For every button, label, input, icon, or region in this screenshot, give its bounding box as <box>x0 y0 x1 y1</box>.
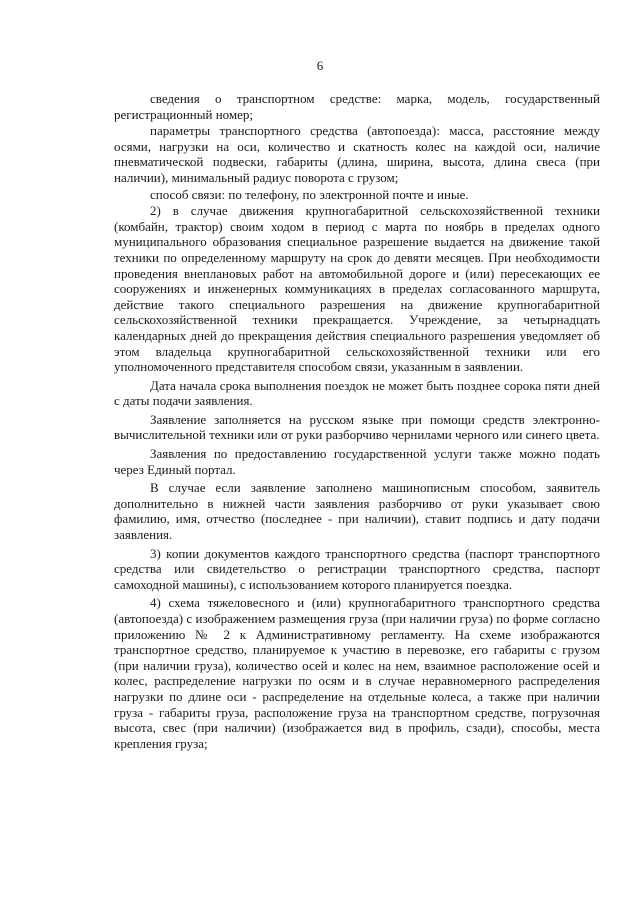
paragraph-typewritten-application: В случае если заявление заполнено машинописным способом, заявитель дополнительно в нижней части заявления разборчиво от руки указывает свою фамилию, имя, отчество (последнее - при наличии), ставит подпись и дату подачи заявления. <box>114 480 600 543</box>
body-text <box>114 91 600 754</box>
paragraph-application-language: Заявление заполняется на русском языке при помощи средств электронно-вычислительной техники или от руки разборчиво чернилами черного или синего цвета. <box>114 411 600 443</box>
paragraph-item-4-vehicle-scheme: 4) схема тяжеловесного и (или) крупногабаритного транспортного средства (автопоезда) с изображением размещения груза (при наличии груза) по форме согласно приложению № 2 к Административному регламенту. На схеме изображаются транспортное средство, планируемое к участию в перевозке, его габариты с грузом (при наличии груза), количество осей и колес на нем, взаимное расположение осей и колес, распределение нагрузки по осям и в случае неравномерного распределения нагрузки по длине оси - распределение на отдельные колеса, а также при наличии груза - габариты груза, расположение груза на транспортном средстве, погрузочная высота, свес (при наличии) (изображается вид в профиль, сзади), способы, места крепления груза; <box>114 595 600 751</box>
paragraph-vehicle-info: сведения о транспортном средстве: марка, модель, государственный регистрационный номер; <box>114 91 600 122</box>
page-number: 6 <box>316 58 324 73</box>
paragraph-item-2-agricultural-machinery: 2) в случае движения крупногабаритной сельскохозяйственной техники (комбайн, трактор) своим ходом в период с марта по ноябрь в пределах одного муниципального образования специальное разрешение выдается на движение такой техники по определенному маршруту на срок до девяти месяцев. При необходимости проведения внеплановых работ на автомобильной дороге и (или) пересекающих ее сооружениях и инженерных коммуникациях в пределах согласованного маршрута, действие такого специального разрешения на движение крупногабаритной сельскохозяйственной техники прекращается. Учреждение, за четырнадцать календарных дней до прекращения действия специального разрешения уведомляет об этом владельца крупногабаритной сельскохозяйственной техники или его уполномоченного представителя способом связи, указанным в заявлении. <box>114 203 600 375</box>
paragraph-trip-start-date: Дата начала срока выполнения поездок не может быть позднее сорока пяти дней с даты подачи заявления. <box>114 377 600 409</box>
paragraph-item-3-document-copies: 3) копии документов каждого транспортного средства (паспорт транспортного средства или свидетельство о регистрации транспортного средства, паспорт самоходной машины), с использованием которого планируется поездка. <box>114 545 600 592</box>
paragraph-vehicle-parameters: параметры транспортного средства (автопоезда): масса, расстояние между осями, нагрузки на оси, количество и скатность колес на каждой оси, наличие пневматической подвески, габариты (длина, ширина, высота, длина свеса (при наличии), минимальный радиус поворота с грузом; <box>114 123 600 185</box>
paragraph-unified-portal: Заявления по предоставлению государственной услуги также можно подать через Единый портал. <box>114 446 600 477</box>
paragraph-contact-method: способ связи: по телефону, по электронной почте и иные. <box>150 186 469 202</box>
